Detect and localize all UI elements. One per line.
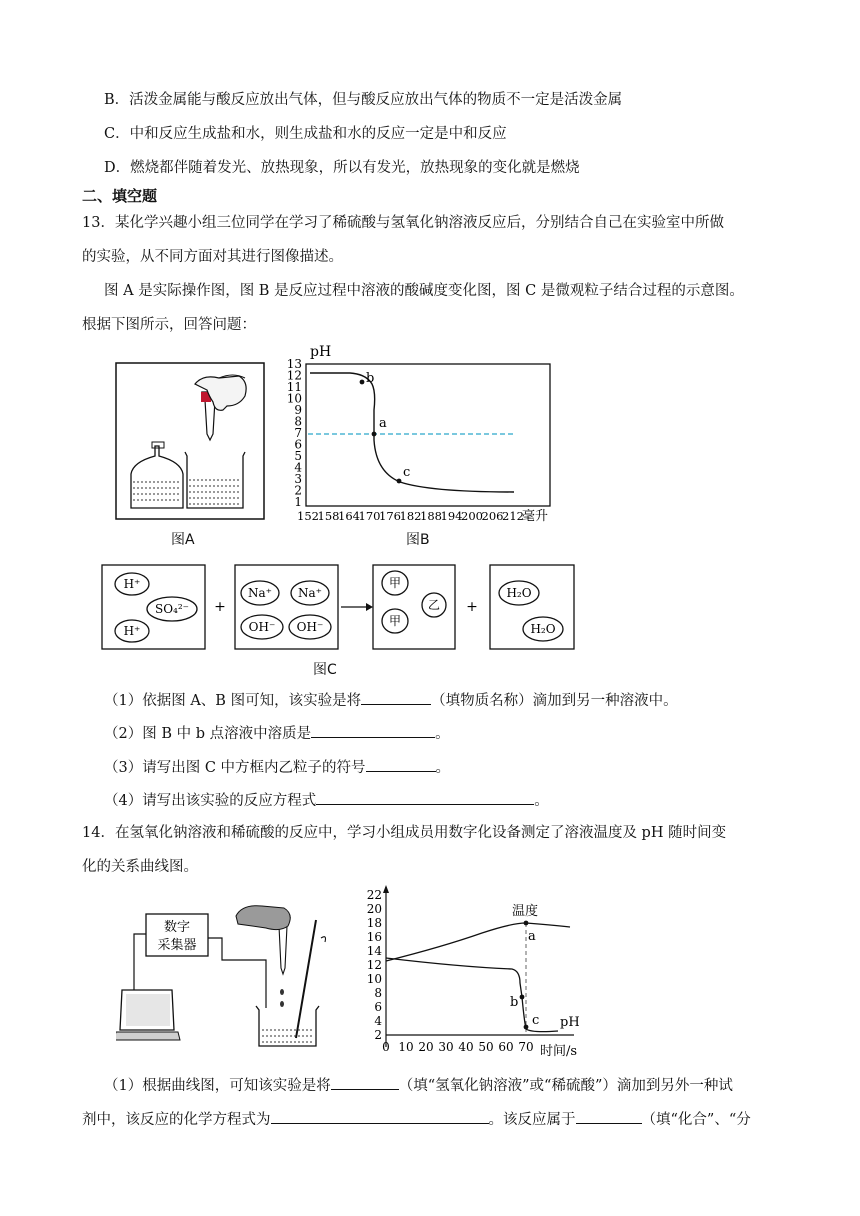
q14-sub1-line1 <box>104 1074 733 1096</box>
point-a-label: a <box>379 416 387 431</box>
ion-h-2: H⁺ <box>123 624 141 638</box>
figure-b-ytick: 9 <box>294 403 302 417</box>
figure-c-caption: 图C <box>313 662 337 678</box>
q14-xtick: 70 <box>518 1040 534 1054</box>
q13-sub2-text-a: （2）图 B 中 b 点溶液中溶质是 <box>104 726 312 742</box>
q13-sub4 <box>104 789 549 811</box>
figure-b-ylabel: pH <box>310 344 332 360</box>
figure-b-xunit: 毫升 <box>522 509 549 524</box>
figure-b-xtick: 158 <box>317 509 340 523</box>
molecule-h2o-1: H₂O <box>506 586 532 600</box>
figure-b-ph-graph <box>280 340 580 530</box>
figure-b-xtick: 200 <box>461 509 483 523</box>
q13-sub2-blank[interactable] <box>311 722 435 738</box>
arrow-icon <box>366 603 373 611</box>
point-b-marker <box>520 995 525 1000</box>
temperature-label: 温度 <box>512 904 539 919</box>
temperature-curve <box>386 923 570 961</box>
figure-b-xtick: 164 <box>338 509 360 523</box>
figure-b-ytick: 5 <box>294 449 302 463</box>
q13-stem-line2: 的实验，从不同方面对其进行图像描述。 <box>82 249 343 265</box>
figure-b-ytick: 6 <box>294 437 302 452</box>
figure-b-ytick: 13 <box>286 357 302 371</box>
figure-b-ytick: 4 <box>294 460 302 475</box>
figure-b-ytick: 1 <box>294 495 302 509</box>
figure-a-beaker-diagram <box>115 362 265 522</box>
q14-sub1-text-d: 。该反应属于 <box>488 1112 576 1128</box>
point-c-marker <box>524 1025 529 1030</box>
ph-curve <box>310 373 514 492</box>
q14-ytick: 12 <box>366 958 382 972</box>
y-axis-arrow-icon <box>383 885 389 893</box>
q14-xtick: 60 <box>498 1040 514 1054</box>
option-c: C．中和反应生成盐和水，则生成盐和水的反应一定是中和反应 <box>104 126 507 142</box>
q14-xtick: 0 <box>382 1040 390 1054</box>
q14-stem-line1: 14．在氢氧化钠溶液和稀硫酸的反应中，学习小组成员用数字化设备测定了溶液温度及 pH 随时间变 <box>82 825 727 841</box>
figure-b-caption: 图B <box>406 532 430 548</box>
molecule-h2o-2: H₂O <box>530 622 556 636</box>
q13-sub3 <box>104 756 450 778</box>
point-b-label: b <box>366 371 375 386</box>
q13-sub2-text-b: 。 <box>435 726 450 742</box>
q14-sub1-text-c: 剂中，该反应的化学方程式为 <box>82 1112 271 1128</box>
figure-b-xtick: 206 <box>481 509 504 523</box>
x-axis-label: 时间/s <box>540 1044 578 1059</box>
point-a-marker <box>372 432 377 437</box>
point-c-marker <box>397 479 402 484</box>
figure-b-ytick: 7 <box>294 426 302 440</box>
q14-sub1-text-a: （1）根据曲线图，可知该实验是将 <box>104 1078 331 1094</box>
q13-sub4-blank[interactable] <box>316 789 534 805</box>
q14-ytick: 20 <box>366 902 382 916</box>
q14-ytick: 16 <box>366 930 382 944</box>
q14-ytick: 14 <box>366 944 382 958</box>
q14-xtick: 40 <box>458 1040 474 1054</box>
point-c-label: c <box>403 465 411 480</box>
figure-b-xtick: 188 <box>420 509 442 523</box>
particle-yi: 乙 <box>427 598 441 612</box>
q13-sub4-text-a: （4）请写出该实验的反应方程式 <box>104 793 317 809</box>
q14-sub1-line2 <box>82 1108 751 1130</box>
q14-xtick: 20 <box>418 1040 434 1054</box>
figure-b-xtick: 182 <box>399 509 422 523</box>
figure-b-ytick: 2 <box>294 483 302 498</box>
q14-ytick: 18 <box>366 916 382 930</box>
q14-ytick: 4 <box>374 1014 382 1028</box>
q13-sub2 <box>104 722 450 744</box>
q14-xtick: 10 <box>398 1040 414 1054</box>
q14-xtick: 30 <box>438 1040 454 1054</box>
q13-sub3-text-b: 。 <box>435 760 451 776</box>
figure-b-ytick: 11 <box>286 380 302 394</box>
q14-ytick: 22 <box>366 888 382 902</box>
ion-na-1: Na⁺ <box>248 586 272 600</box>
q13-sub3-blank[interactable] <box>366 756 436 772</box>
q14-ytick: 6 <box>374 1000 382 1014</box>
q14-temp-ph-graph <box>362 885 584 1060</box>
q13-sub1-text-a: （1）依据图 A、B 图可知，该实验是将 <box>104 693 362 709</box>
point-b-marker <box>360 380 365 385</box>
point-a-label: a <box>528 929 536 944</box>
point-c-label: c <box>532 1013 540 1028</box>
figure-b-ytick: 12 <box>286 368 302 383</box>
figure-b-xtick: 212 <box>502 509 524 523</box>
q13-sub1-blank[interactable] <box>361 689 431 705</box>
q13-stem-line1: 13．某化学兴趣小组三位同学在学习了稀硫酸与氢氧化钠溶液反应后，分别结合自己在实验室中所做 <box>82 215 724 231</box>
q13-sub3-text-a: （3）请写出图 C 中方框内乙粒子的符号 <box>104 760 366 776</box>
figure-b-xtick: 176 <box>379 509 401 523</box>
point-b-label: b <box>510 995 519 1010</box>
particle-jia-2: 甲 <box>388 614 402 628</box>
ion-oh-2: OH⁻ <box>296 620 324 634</box>
figure-b-ytick: 8 <box>294 414 302 429</box>
device-label-1: 数字 <box>163 920 191 935</box>
figure-b-xtick: 194 <box>440 509 463 523</box>
q14-sub1-blank1[interactable] <box>331 1074 399 1090</box>
figure-c-particle-diagram <box>100 563 580 655</box>
figure-b-ytick: 10 <box>286 391 302 406</box>
device-label-2: 采集器 <box>157 938 197 953</box>
q14-sub1-text-e: （填“化合”、“分 <box>641 1112 751 1128</box>
q14-ytick: 8 <box>374 986 382 1000</box>
q14-stem-line2: 化的关系曲线图。 <box>82 859 198 875</box>
ion-oh-1: OH⁻ <box>248 620 276 634</box>
point-a-marker <box>524 921 529 926</box>
q13-sub4-text-b: 。 <box>534 793 549 809</box>
section-title: 二、填空题 <box>82 187 158 205</box>
option-b: B．活泼金属能与酸反应放出气体，但与酸反应放出气体的物质不一定是活泼金属 <box>104 92 623 108</box>
particle-jia-1: 甲 <box>388 576 402 590</box>
ion-na-2: Na⁺ <box>298 586 322 600</box>
figure-b-xtick: 152 <box>297 509 319 523</box>
q14-ytick: 2 <box>374 1028 382 1042</box>
q13-stem-line4: 根据下图所示，回答问题： <box>82 317 256 333</box>
q13-sub1 <box>104 689 678 711</box>
figure-a-caption: 图A <box>171 532 195 548</box>
q14-sub1-text-b: （填“氢氧化钠溶液”或“稀硫酸”）滴加到另外一种试 <box>398 1078 733 1094</box>
q14-apparatus-diagram <box>116 898 338 1058</box>
plus-sign-2: + <box>466 599 478 615</box>
figure-b-xtick: 170 <box>358 509 381 523</box>
q14-sub1-blank3[interactable] <box>576 1108 642 1124</box>
ion-so4: SO₄²⁻ <box>154 602 190 616</box>
q13-stem-line3: 图 A 是实际操作图，图 B 是反应过程中溶液的酸碱度变化图，图 C 是微观粒子结合过程的示意图。 <box>104 283 744 299</box>
ph-label: pH <box>560 1015 580 1030</box>
plus-sign-1: + <box>214 599 226 615</box>
ion-h-1: H⁺ <box>123 577 141 591</box>
option-d: D．燃烧都伴随着发光、放热现象，所以有发光，放热现象的变化就是燃烧 <box>104 160 580 176</box>
q14-sub1-blank2[interactable] <box>271 1108 489 1124</box>
figure-b-ytick: 3 <box>294 472 302 486</box>
q14-xtick: 50 <box>478 1040 494 1054</box>
q14-ytick: 10 <box>366 972 382 986</box>
q13-sub1-text-b: （填物质名称）滴加到另一种溶液中。 <box>431 693 678 709</box>
